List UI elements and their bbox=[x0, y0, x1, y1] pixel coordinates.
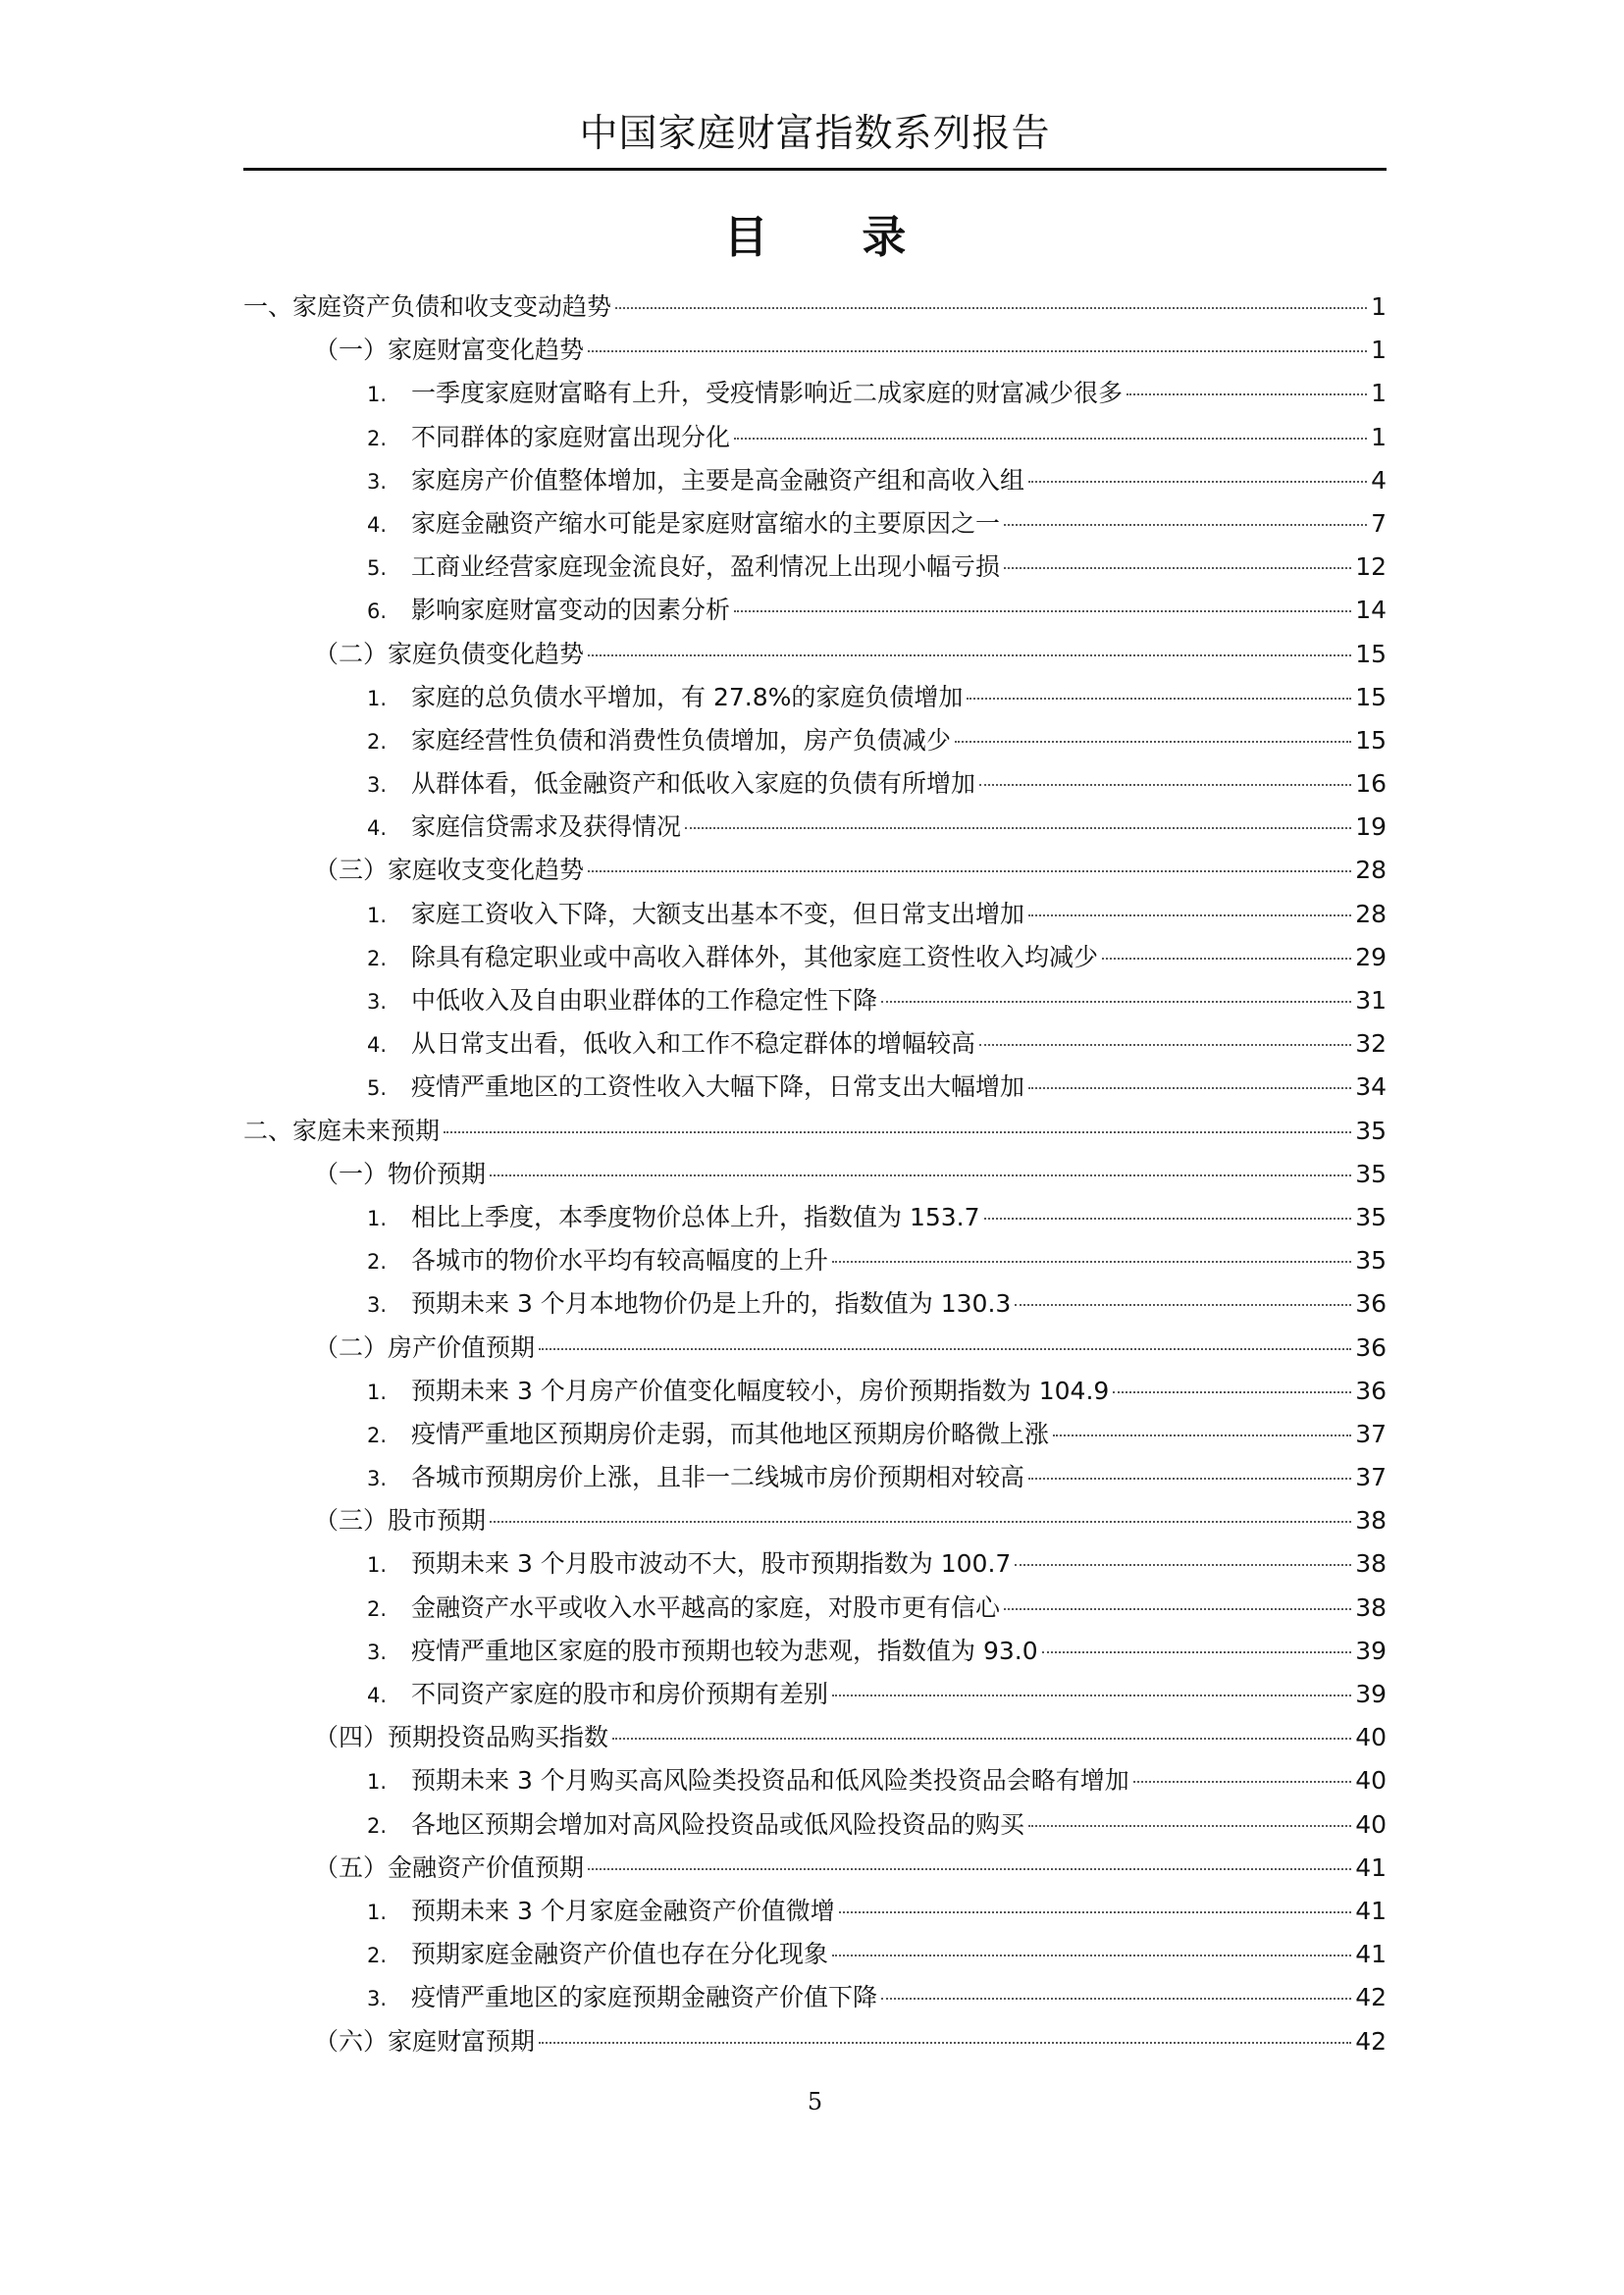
toc-entry-page: 41 bbox=[1355, 1896, 1387, 1925]
toc-entry-page: 40 bbox=[1355, 1723, 1387, 1752]
toc-entry-number: 4. bbox=[367, 816, 388, 841]
toc-dot-leader bbox=[490, 1174, 1351, 1176]
toc-entry-title: 影响家庭财富变动的因素分析 bbox=[411, 596, 731, 625]
toc-entry-page: 40 bbox=[1355, 1766, 1387, 1796]
toc-entry-number: 2. bbox=[367, 729, 388, 754]
toc-dot-leader bbox=[685, 827, 1351, 829]
toc-entry-title: （三）家庭收支变化趋势 bbox=[314, 856, 585, 885]
toc-dot-leader bbox=[1015, 1304, 1351, 1306]
toc-dot-leader bbox=[1028, 1087, 1351, 1089]
toc-entry[interactable] bbox=[243, 1673, 1387, 1716]
toc-entry-page: 1 bbox=[1371, 379, 1387, 408]
toc-entry[interactable] bbox=[243, 1759, 1387, 1802]
toc-entry-number: 5. bbox=[367, 1076, 388, 1101]
toc-dot-leader bbox=[832, 1261, 1351, 1263]
toc-entry[interactable] bbox=[243, 806, 1387, 849]
toc-entry-title: 家庭工资收入下降，大额支出基本不变，但日常支出增加 bbox=[411, 899, 1025, 928]
toc-entry[interactable] bbox=[243, 372, 1387, 415]
toc-entry-number: 3. bbox=[367, 1467, 388, 1491]
toc-entry[interactable] bbox=[243, 676, 1387, 719]
toc-entry-number: 3. bbox=[367, 773, 388, 798]
toc-dot-leader bbox=[1126, 393, 1367, 395]
toc-entry-number: 2. bbox=[367, 1423, 388, 1447]
toc-entry-page: 35 bbox=[1355, 1116, 1387, 1145]
toc-entry-title: 预期未来 3 个月本地物价仍是上升的，指数值为 130.3 bbox=[411, 1289, 1012, 1319]
toc-entry[interactable] bbox=[243, 1110, 1387, 1153]
toc-entry-title: （四）预期投资品购买指数 bbox=[314, 1723, 609, 1752]
toc-entry[interactable] bbox=[243, 1499, 1387, 1542]
toc-title: 目 录 bbox=[723, 211, 946, 263]
toc-entry[interactable] bbox=[243, 633, 1387, 676]
toc-dot-leader bbox=[979, 784, 1351, 786]
toc-entry-title: 各地区预期会增加对高风险投资品或低风险投资品的购买 bbox=[411, 1809, 1025, 1839]
toc-entry-page: 37 bbox=[1355, 1463, 1387, 1492]
toc-entry[interactable] bbox=[243, 1456, 1387, 1499]
toc-entry-number: 1. bbox=[367, 903, 388, 927]
toc-dot-leader bbox=[615, 307, 1367, 309]
toc-entry[interactable] bbox=[243, 1716, 1387, 1759]
toc-entry-title: 除具有稳定职业或中高收入群体外，其他家庭工资性收入均减少 bbox=[411, 942, 1099, 971]
toc-entry-number: 4. bbox=[367, 1033, 388, 1058]
toc-dot-leader bbox=[967, 698, 1351, 700]
toc-entry-number: 2. bbox=[367, 946, 388, 970]
toc-entry-page: 16 bbox=[1355, 769, 1387, 799]
toc-entry-number: 2. bbox=[367, 1813, 388, 1838]
toc-entry-page: 37 bbox=[1355, 1419, 1387, 1448]
toc-dot-leader bbox=[955, 741, 1351, 743]
toc-dot-leader bbox=[1028, 481, 1367, 483]
toc-entry-number: 3. bbox=[367, 1293, 388, 1318]
toc-entry-title: （一）家庭财富变化趋势 bbox=[314, 336, 585, 365]
toc-entry-title: 家庭的总负债水平增加，有 27.8%的家庭负债增加 bbox=[411, 682, 964, 711]
toc-dot-leader bbox=[734, 610, 1351, 612]
toc-entry-title: 从群体看，低金融资产和低收入家庭的负债有所增加 bbox=[411, 769, 976, 799]
toc-entry-title: （六）家庭财富预期 bbox=[314, 2026, 536, 2056]
toc-entry-title: 预期未来 3 个月家庭金融资产价值微增 bbox=[411, 1896, 835, 1925]
toc-dot-leader bbox=[588, 1868, 1351, 1870]
toc-entry[interactable] bbox=[243, 286, 1387, 329]
toc-entry-page: 28 bbox=[1355, 899, 1387, 928]
toc-dot-leader bbox=[1133, 1781, 1351, 1783]
toc-entry[interactable] bbox=[243, 459, 1387, 502]
toc-entry[interactable] bbox=[243, 1370, 1387, 1413]
toc-dot-leader bbox=[1113, 1391, 1351, 1393]
toc-entry-page: 38 bbox=[1355, 1506, 1387, 1536]
toc-dot-leader bbox=[1028, 914, 1351, 916]
toc-entry-number: 4. bbox=[367, 512, 388, 537]
toc-dot-leader bbox=[539, 2042, 1351, 2044]
toc-entry-number: 3. bbox=[367, 1987, 388, 2011]
toc-dot-leader bbox=[588, 350, 1367, 352]
toc-entry-page: 35 bbox=[1355, 1246, 1387, 1276]
toc-entry-page: 39 bbox=[1355, 1680, 1387, 1708]
toc-entry-title: （三）股市预期 bbox=[314, 1506, 487, 1536]
toc-entry-title: 中低收入及自由职业群体的工作稳定性下降 bbox=[411, 986, 878, 1015]
toc-entry-page: 36 bbox=[1355, 1332, 1387, 1362]
toc-entry-number: 3. bbox=[367, 990, 388, 1014]
toc-entry-number: 3. bbox=[367, 469, 388, 494]
toc-entry[interactable] bbox=[243, 1282, 1387, 1326]
toc-entry-number: 1. bbox=[367, 686, 388, 710]
toc-entry-page: 34 bbox=[1355, 1072, 1387, 1102]
toc-dot-leader bbox=[832, 1695, 1351, 1696]
toc-entry-number: 2. bbox=[367, 426, 388, 450]
toc-entry[interactable] bbox=[243, 1587, 1387, 1630]
toc-entry[interactable] bbox=[243, 893, 1387, 936]
toc-entry-title: 预期未来 3 个月股市波动不大，股市预期指数为 100.7 bbox=[411, 1549, 1012, 1579]
toc-entry[interactable] bbox=[243, 1327, 1387, 1370]
toc-entry-title: 家庭房产价值整体增加，主要是高金融资产组和高收入组 bbox=[411, 465, 1025, 495]
toc-dot-leader bbox=[1004, 524, 1367, 526]
toc-dot-leader bbox=[881, 1998, 1351, 2000]
toc-entry-page: 42 bbox=[1355, 1983, 1387, 2012]
toc-entry-page: 36 bbox=[1355, 1376, 1387, 1405]
toc-dot-leader bbox=[444, 1131, 1351, 1133]
toc-entry-page: 12 bbox=[1355, 552, 1387, 582]
toc-entry-title: 一季度家庭财富略有上升，受疫情影响近二成家庭的财富减少很多 bbox=[411, 379, 1124, 408]
toc-entry-title: 疫情严重地区的家庭预期金融资产价值下降 bbox=[411, 1983, 878, 2012]
toc-entry-page: 39 bbox=[1355, 1636, 1387, 1665]
running-header: 中国家庭财富指数系列报告 bbox=[579, 112, 1051, 156]
toc-entry-title: 预期未来 3 个月购买高风险类投资品和低风险类投资品会略有增加 bbox=[411, 1766, 1129, 1796]
toc-entry-title: 家庭信贷需求及获得情况 bbox=[411, 812, 682, 842]
toc-dot-leader bbox=[612, 1738, 1351, 1740]
toc-entry-title: 从日常支出看，低收入和工作不稳定群体的增幅较高 bbox=[411, 1029, 976, 1059]
toc-entry-title: 不同资产家庭的股市和房价预期有差别 bbox=[411, 1680, 829, 1708]
toc-entry-page: 15 bbox=[1355, 639, 1387, 668]
toc-entry-title: 工商业经营家庭现金流良好，盈利情况上出现小幅亏损 bbox=[411, 552, 1001, 582]
toc-entry[interactable] bbox=[243, 329, 1387, 372]
toc-entry[interactable] bbox=[243, 1630, 1387, 1673]
toc-entry[interactable] bbox=[243, 416, 1387, 459]
toc-entry-title: 预期未来 3 个月房产价值变化幅度较小，房价预期指数为 104.9 bbox=[411, 1376, 1110, 1405]
toc-entry-title: 疫情严重地区的工资性收入大幅下降，日常支出大幅增加 bbox=[411, 1072, 1025, 1102]
toc-entry-title: （五）金融资产价值预期 bbox=[314, 1852, 585, 1882]
toc-entry-page: 1 bbox=[1371, 292, 1387, 321]
toc-entry[interactable] bbox=[243, 719, 1387, 762]
toc-entry[interactable] bbox=[243, 1890, 1387, 1933]
toc-entry-page: 32 bbox=[1355, 1029, 1387, 1059]
toc-dot-leader bbox=[1053, 1434, 1351, 1436]
toc-entry-title: 相比上季度，本季度物价总体上升，指数值为 153.7 bbox=[411, 1202, 980, 1231]
toc-entry[interactable] bbox=[243, 546, 1387, 589]
toc-entry[interactable] bbox=[243, 1542, 1387, 1586]
toc-entry-title: 预期家庭金融资产价值也存在分化现象 bbox=[411, 1940, 829, 1969]
toc-dot-leader bbox=[839, 1911, 1351, 1913]
toc-entry-page: 19 bbox=[1355, 812, 1387, 842]
toc-entry-number: 5. bbox=[367, 556, 388, 581]
toc-entry-number: 1. bbox=[367, 1380, 388, 1404]
toc-entry[interactable] bbox=[243, 502, 1387, 546]
toc-dot-leader bbox=[734, 438, 1367, 440]
toc-entry[interactable] bbox=[243, 2020, 1387, 2063]
toc-entry-number: 1. bbox=[367, 1553, 388, 1578]
toc-entry-title: （二）家庭负债变化趋势 bbox=[314, 639, 585, 668]
toc-entry-number: 6. bbox=[367, 600, 388, 624]
toc-entry-page: 15 bbox=[1355, 682, 1387, 711]
toc-entry-number: 1. bbox=[367, 383, 388, 407]
toc-entry-page: 42 bbox=[1355, 2026, 1387, 2056]
toc-entry-page: 4 bbox=[1371, 465, 1387, 495]
toc-entry-page: 31 bbox=[1355, 986, 1387, 1015]
toc-entry-number: 2. bbox=[367, 1944, 388, 1968]
toc-entry[interactable] bbox=[243, 849, 1387, 892]
toc-entry-page: 41 bbox=[1355, 1940, 1387, 1969]
toc-entry-page: 28 bbox=[1355, 856, 1387, 885]
toc-dot-leader bbox=[1004, 1608, 1351, 1610]
toc-entry-title: 疫情严重地区家庭的股市预期也较为悲观，指数值为 93.0 bbox=[411, 1636, 1038, 1665]
toc-entry[interactable] bbox=[243, 936, 1387, 979]
toc-entry-page: 14 bbox=[1355, 596, 1387, 625]
toc-dot-leader bbox=[1015, 1564, 1351, 1566]
toc-dot-leader bbox=[539, 1348, 1351, 1350]
toc-entry[interactable] bbox=[243, 1066, 1387, 1109]
toc-entry-page: 1 bbox=[1371, 422, 1387, 451]
toc-entry-title: 各城市的物价水平均有较高幅度的上升 bbox=[411, 1246, 829, 1276]
table-of-contents bbox=[243, 286, 1387, 2063]
toc-dot-leader bbox=[979, 1044, 1351, 1046]
toc-entry-page: 38 bbox=[1355, 1549, 1387, 1579]
toc-entry[interactable] bbox=[243, 1976, 1387, 2019]
toc-entry-title: 一、家庭资产负债和收支变动趋势 bbox=[243, 292, 612, 321]
toc-dot-leader bbox=[588, 870, 1351, 872]
toc-entry-page: 15 bbox=[1355, 725, 1387, 755]
toc-entry[interactable] bbox=[243, 1847, 1387, 1890]
toc-entry-page: 7 bbox=[1371, 508, 1387, 538]
toc-dot-leader bbox=[1004, 567, 1351, 569]
toc-entry-number: 3. bbox=[367, 1640, 388, 1664]
toc-entry-page: 35 bbox=[1355, 1202, 1387, 1231]
toc-entry-number: 1. bbox=[367, 1900, 388, 1924]
toc-entry-number: 1. bbox=[367, 1770, 388, 1795]
toc-entry[interactable] bbox=[243, 1933, 1387, 1976]
toc-entry-number: 2. bbox=[367, 1596, 388, 1621]
toc-entry-title: 各城市预期房价上涨，且非一二线城市房价预期相对较高 bbox=[411, 1463, 1025, 1492]
toc-entry-page: 29 bbox=[1355, 942, 1387, 971]
toc-entry[interactable] bbox=[243, 1196, 1387, 1239]
toc-entry-title: （二）房产价值预期 bbox=[314, 1332, 536, 1362]
toc-entry-title: （一）物价预期 bbox=[314, 1159, 487, 1188]
toc-entry-number: 2. bbox=[367, 1250, 388, 1275]
toc-entry-page: 35 bbox=[1355, 1159, 1387, 1188]
toc-entry-page: 40 bbox=[1355, 1809, 1387, 1839]
toc-dot-leader bbox=[1102, 958, 1351, 960]
toc-entry[interactable] bbox=[243, 1803, 1387, 1847]
toc-dot-leader bbox=[1028, 1825, 1351, 1827]
toc-entry-number: 1. bbox=[367, 1206, 388, 1230]
toc-entry-title: 金融资产水平或收入水平越高的家庭，对股市更有信心 bbox=[411, 1592, 1001, 1622]
toc-entry[interactable] bbox=[243, 1413, 1387, 1456]
toc-entry-page: 38 bbox=[1355, 1592, 1387, 1622]
toc-dot-leader bbox=[1042, 1651, 1352, 1653]
toc-entry-title: 家庭金融资产缩水可能是家庭财富缩水的主要原因之一 bbox=[411, 508, 1001, 538]
toc-entry-number: 4. bbox=[367, 1684, 388, 1707]
toc-entry-title: 家庭经营性负债和消费性负债增加，房产负债减少 bbox=[411, 725, 952, 755]
toc-dot-leader bbox=[1028, 1478, 1351, 1480]
toc-dot-leader bbox=[832, 1955, 1351, 1956]
toc-entry-page: 1 bbox=[1371, 336, 1387, 365]
toc-dot-leader bbox=[984, 1218, 1352, 1220]
toc-entry[interactable] bbox=[243, 979, 1387, 1022]
toc-entry[interactable] bbox=[243, 589, 1387, 632]
toc-entry[interactable] bbox=[243, 1022, 1387, 1066]
toc-entry-page: 36 bbox=[1355, 1289, 1387, 1319]
page-number: 5 bbox=[807, 2088, 823, 2115]
toc-entry[interactable] bbox=[243, 762, 1387, 806]
toc-entry-title: 疫情严重地区预期房价走弱，而其他地区预期房价略微上涨 bbox=[411, 1419, 1050, 1448]
toc-dot-leader bbox=[490, 1521, 1351, 1523]
toc-dot-leader bbox=[881, 1001, 1351, 1003]
toc-entry-title: 二、家庭未来预期 bbox=[243, 1116, 441, 1145]
toc-entry[interactable] bbox=[243, 1153, 1387, 1196]
header-rule bbox=[243, 168, 1387, 171]
toc-entry-title: 不同群体的家庭财富出现分化 bbox=[411, 422, 731, 451]
toc-dot-leader bbox=[588, 654, 1351, 656]
toc-entry[interactable] bbox=[243, 1239, 1387, 1282]
toc-entry-page: 41 bbox=[1355, 1852, 1387, 1882]
